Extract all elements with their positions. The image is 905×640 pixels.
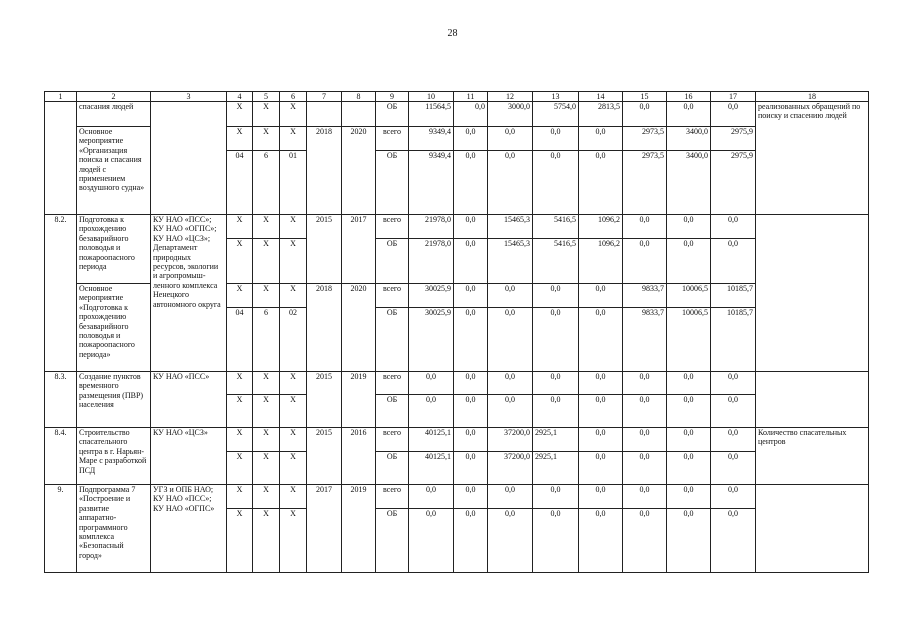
year-end: 2020 [342,127,376,215]
code-cell: X [227,239,253,284]
value-cell: 37200,0 [488,428,533,452]
code-cell: X [280,239,307,284]
value-cell: 15465,3 [488,215,533,239]
measure-name: Строительство спасательного центра в г. Нарьян-Маре с разработкой ПСД [77,428,151,485]
value-cell: 0,0 [579,151,623,215]
col-number: 5 [253,92,280,102]
col-number: 11 [454,92,488,102]
measure-name: Основное мероприятие «Подготовка к прохождению безаварийного половодья и пожароопасного периода» [77,284,151,372]
value-cell: 0,0 [711,428,756,452]
table-row [45,428,869,452]
measure-name: спасания людей [77,102,151,127]
value-cell: 0,0 [579,308,623,372]
code-cell: X [227,127,253,151]
code-cell: X [253,127,280,151]
year-start: 2015 [307,215,342,284]
value-cell: 0,0 [409,372,454,395]
value-cell: 0,0 [533,284,579,308]
value-cell: 0,0 [488,372,533,395]
value-cell: 0,0 [667,372,711,395]
year-start: 2018 [307,127,342,215]
value-cell: 0,0 [454,428,488,452]
col-number: 12 [488,92,533,102]
code-cell: X [227,102,253,127]
value-cell: 0,0 [579,395,623,428]
executor-cell [151,102,227,215]
page-number: 28 [447,28,458,39]
value-cell: 30025,9 [409,284,454,308]
value-cell: 9833,7 [623,308,667,372]
col-number: 9 [376,92,409,102]
value-cell: 0,0 [488,308,533,372]
code-cell: X [227,395,253,428]
col-number: 3 [151,92,227,102]
value-cell: 0,0 [623,102,667,127]
value-cell: 0,0 [623,395,667,428]
row-number: 9. [45,485,77,573]
code-cell: X [253,215,280,239]
value-cell: 9349,4 [409,127,454,151]
value-cell: 0,0 [409,509,454,573]
year-start: 2018 [307,284,342,372]
value-cell: 9349,4 [409,151,454,215]
value-cell: 0,0 [454,127,488,151]
value-cell: 21978,0 [409,215,454,239]
code-cell: 02 [280,308,307,372]
col-number: 8 [342,92,376,102]
code-cell: X [280,509,307,573]
value-cell: 40125,1 [409,452,454,485]
value-cell: 0,0 [533,151,579,215]
year-start: 2017 [307,485,342,573]
code-cell: X [253,395,280,428]
code-cell: X [253,485,280,509]
code-cell: X [253,428,280,452]
code-cell: X [227,372,253,395]
code-cell: X [280,452,307,485]
table-row [45,102,869,127]
value-cell: 2973,5 [623,127,667,151]
value-cell: 11564,5 [409,102,454,127]
column-number-row [45,92,869,102]
row-number: 8.4. [45,428,77,485]
value-cell: 0,0 [667,509,711,573]
value-cell: 0,0 [454,102,488,127]
code-cell: X [227,485,253,509]
result-indicator [756,485,869,573]
code-cell: 6 [253,308,280,372]
value-cell: 2973,5 [623,151,667,215]
value-cell: 5416,5 [533,215,579,239]
code-cell: X [227,452,253,485]
col-number: 7 [307,92,342,102]
value-cell: 0,0 [533,485,579,509]
fund-source: всего [376,485,409,509]
value-cell: 0,0 [488,284,533,308]
value-cell: 1096,2 [579,215,623,239]
executor: КУ НАО «ПСС»; КУ НАО «ОГПС»; КУ НАО «ЦСЗ»; Департамент природных ресурсов, экологии и агропромыш-ленного комплекса Ненецкого автономного округа [151,215,227,372]
value-cell: 30025,9 [409,308,454,372]
year-start: 2015 [307,428,342,485]
value-cell: 0,0 [711,452,756,485]
table-row [45,215,869,239]
value-cell: 0,0 [623,215,667,239]
col-number: 15 [623,92,667,102]
value-cell: 10006,5 [667,308,711,372]
year-end: 2019 [342,372,376,428]
col-number: 10 [409,92,454,102]
value-cell: 2925,1 [533,428,579,452]
code-cell: X [280,428,307,452]
value-cell: 0,0 [579,372,623,395]
col-number: 16 [667,92,711,102]
fund-source: ОБ [376,151,409,215]
code-cell: 04 [227,308,253,372]
value-cell: 0,0 [579,509,623,573]
value-cell: 0,0 [667,485,711,509]
value-cell: 0,0 [454,395,488,428]
measure-name: Основное мероприятие «Организация поиска и спасания людей с применением воздушного судна» [77,127,151,215]
code-cell: X [253,102,280,127]
value-cell: 2975,9 [711,127,756,151]
fund-source: всего [376,428,409,452]
value-cell: 2925,1 [533,452,579,485]
col-number: 18 [756,92,869,102]
value-cell: 2975,9 [711,151,756,215]
result-indicator [756,215,869,372]
table-row [45,372,869,395]
code-cell: X [280,215,307,239]
row-number: 8.2. [45,215,77,372]
code-cell: X [253,284,280,308]
col-number: 1 [45,92,77,102]
fund-source: всего [376,215,409,239]
code-cell: X [280,395,307,428]
value-cell: 0,0 [623,509,667,573]
value-cell: 3000,0 [488,102,533,127]
value-cell: 37200,0 [488,452,533,485]
code-cell: X [280,127,307,151]
value-cell: 0,0 [454,215,488,239]
value-cell: 0,0 [623,372,667,395]
value-cell: 0,0 [533,372,579,395]
executor: КУ НАО «ЦСЗ» [151,428,227,485]
code-cell: X [280,284,307,308]
value-cell: 0,0 [533,308,579,372]
value-cell: 0,0 [711,239,756,284]
value-cell: 0,0 [454,284,488,308]
row-number: 8.3. [45,372,77,428]
fund-source: ОБ [376,102,409,127]
measure-name: Подготовка к прохождению безаварийного половодья и пожароопасного периода [77,215,151,284]
result-indicator: Количество спасательных центров [756,428,869,485]
table-row [45,485,869,509]
fund-source: ОБ [376,308,409,372]
value-cell: 3400,0 [667,151,711,215]
fund-source: ОБ [376,395,409,428]
value-cell: 0,0 [533,509,579,573]
value-cell: 5416,5 [533,239,579,284]
value-cell: 0,0 [623,485,667,509]
value-cell: 0,0 [488,395,533,428]
code-cell: X [280,485,307,509]
value-cell: 0,0 [711,395,756,428]
year-end: 2016 [342,428,376,485]
value-cell: 1096,2 [579,239,623,284]
value-cell: 0,0 [579,428,623,452]
value-cell: 10185,7 [711,284,756,308]
col-number: 2 [77,92,151,102]
year-end: 2019 [342,485,376,573]
value-cell: 0,0 [667,215,711,239]
value-cell: 0,0 [454,372,488,395]
value-cell: 0,0 [579,485,623,509]
result-indicator: реализованных обращений по поиску и спасению людей [756,102,869,215]
value-cell: 0,0 [711,102,756,127]
code-cell: X [253,372,280,395]
value-cell: 0,0 [667,239,711,284]
value-cell: 0,0 [711,215,756,239]
value-cell: 0,0 [454,485,488,509]
code-cell: X [227,284,253,308]
code-cell: X [280,102,307,127]
code-cell: 04 [227,151,253,215]
value-cell: 0,0 [579,284,623,308]
value-cell: 0,0 [623,452,667,485]
fund-source: ОБ [376,239,409,284]
code-cell: X [253,509,280,573]
col-number: 17 [711,92,756,102]
value-cell: 0,0 [533,395,579,428]
year-end: 2017 [342,215,376,284]
program-table [44,91,869,573]
value-cell: 5754,0 [533,102,579,127]
value-cell: 0,0 [454,509,488,573]
code-cell: X [253,239,280,284]
fund-source: всего [376,372,409,395]
value-cell: 10006,5 [667,284,711,308]
value-cell: 9833,7 [623,284,667,308]
value-cell: 10185,7 [711,308,756,372]
value-cell: 0,0 [667,428,711,452]
value-cell: 0,0 [623,428,667,452]
year-end: 2020 [342,284,376,372]
value-cell: 0,0 [409,395,454,428]
measure-name: Создание пунктов временного размещения (ПВР) населения [77,372,151,428]
fund-source: всего [376,127,409,151]
col-number: 4 [227,92,253,102]
value-cell: 0,0 [488,151,533,215]
value-cell: 0,0 [667,102,711,127]
value-cell: 0,0 [454,239,488,284]
value-cell: 0,0 [488,509,533,573]
row-number-cell [45,102,77,215]
fund-source: ОБ [376,452,409,485]
fund-source: всего [376,284,409,308]
col-number: 13 [533,92,579,102]
code-cell: X [253,452,280,485]
code-cell: 6 [253,151,280,215]
value-cell: 40125,1 [409,428,454,452]
executor: КУ НАО «ПСС» [151,372,227,428]
value-cell: 0,0 [454,308,488,372]
value-cell: 0,0 [667,395,711,428]
value-cell: 0,0 [711,372,756,395]
result-indicator [756,372,869,428]
code-cell: 01 [280,151,307,215]
value-cell: 0,0 [488,485,533,509]
value-cell: 0,0 [533,127,579,151]
year-start: 2015 [307,372,342,428]
code-cell: X [227,428,253,452]
value-cell: 0,0 [711,509,756,573]
value-cell: 0,0 [579,127,623,151]
value-cell: 0,0 [488,127,533,151]
value-cell: 0,0 [667,452,711,485]
value-cell: 0,0 [579,452,623,485]
code-cell: X [280,372,307,395]
value-cell: 21978,0 [409,239,454,284]
code-cell: X [227,509,253,573]
code-cell: X [227,215,253,239]
value-cell: 0,0 [454,151,488,215]
col-number: 6 [280,92,307,102]
year-start [307,102,342,127]
fund-source: ОБ [376,509,409,573]
value-cell: 3400,0 [667,127,711,151]
value-cell: 0,0 [454,452,488,485]
year-end [342,102,376,127]
executor: УГЗ и ОПБ НАО; КУ НАО «ПСС»; КУ НАО «ОГПС» [151,485,227,573]
col-number: 14 [579,92,623,102]
value-cell: 2813,5 [579,102,623,127]
value-cell: 0,0 [409,485,454,509]
measure-name: Подпрограмма 7 «Построение и развитие аппаратно-программного комплекса «Безопасный город» [77,485,151,573]
value-cell: 15465,3 [488,239,533,284]
value-cell: 0,0 [623,239,667,284]
value-cell: 0,0 [711,485,756,509]
